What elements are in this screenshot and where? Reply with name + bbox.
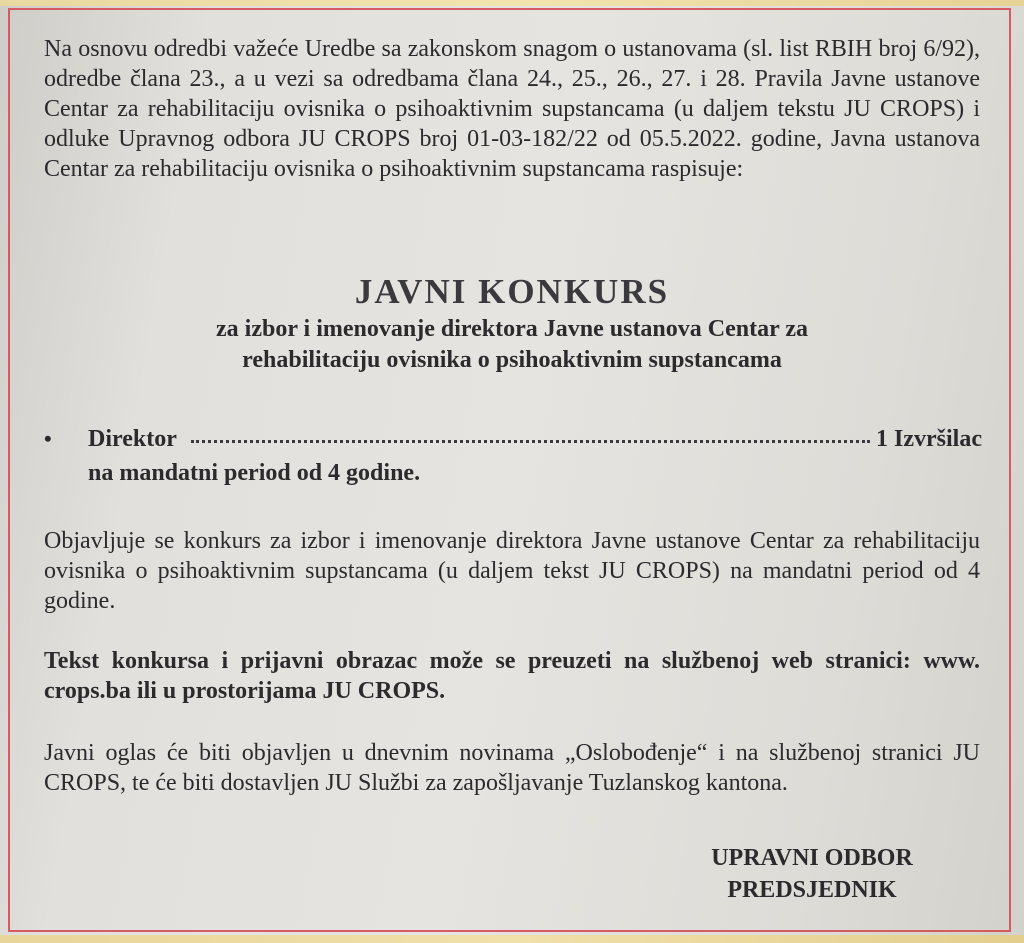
bottom-color-band bbox=[0, 935, 1024, 943]
signature-board: UPRAVNI ODBOR bbox=[711, 845, 913, 871]
bullet-icon: • bbox=[44, 426, 52, 451]
download-info-paragraph: Tekst konkursa i prijavni obrazac može se preuzeti na službenoj web stranici: www. crops.ba ili u prostorijama JU CROPS. bbox=[44, 648, 980, 704]
position-line bbox=[44, 426, 982, 458]
notice-subtitle: za izbor i imenovanje direktora Javne ustanova Centar za rehabilitaciju ovisnika o psihoaktivnim supstancama bbox=[216, 316, 808, 373]
notice-title: JAVNI KONKURS bbox=[354, 272, 670, 311]
announcement-paragraph: Objavljuje se konkurs za izbor i imenovanje direktora Javne ustanove Centar za rehabilitaciju ovisnika o psihoaktivnim supstancama (u daljem tekst JU CROPS) na mandatni period od 4 godine. bbox=[44, 528, 980, 614]
dotted-leader bbox=[191, 440, 870, 443]
intro-paragraph: Na osnovu odredbi važeće Uredbe sa zakonskom snagom o ustanovama (sl. list RBIH broj 6/92), odredbe člana 23., a u vezi sa odredbama člana 24., 25., 26., 27. i 28. Pravila Javne ustanove Centar za rehabilitaciju ovisnika o psihoaktivnim supstancama (u daljem tekstu JU CROPS) i odluke Upravnog odbora JU CROPS broj 01-03-182/22 od 05.5.2022. godine, Javna ustanova Centar za rehabilitaciju ovisnika o psihoaktivnim supstancama raspisuje: bbox=[44, 36, 980, 182]
top-color-band bbox=[0, 0, 1024, 6]
position-term: na mandatni period od 4 godine. bbox=[88, 460, 421, 486]
signature-role: PREDSJEDNIK bbox=[727, 877, 897, 903]
position-count: 1 Izvršilac bbox=[876, 426, 982, 452]
position-name: Direktor bbox=[88, 426, 177, 452]
publication-paragraph: Javni oglas će biti objavljen u dnevnim novinama „Oslobođenje“ i na službenoj stranici JU CROPS, te će biti dostavljen JU Službi za zapošljavanje Tuzlanskog kantona. bbox=[44, 740, 980, 796]
